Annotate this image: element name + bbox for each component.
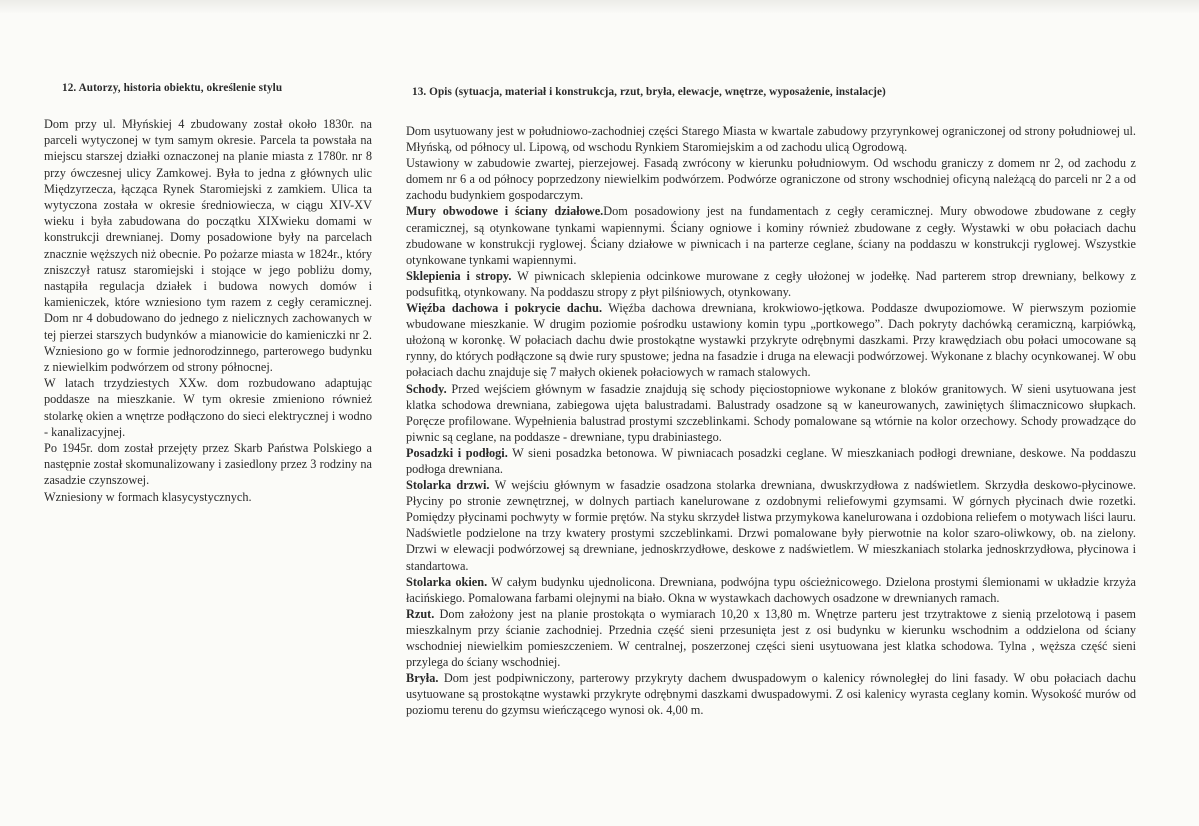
description-item-title: Stolarka drzwi. xyxy=(406,478,490,493)
description-item-text: W piwnicach sklepienia odcinkowe murowane z cegły ułożonej w jodełkę. Nad parterem strop drewniany, belkowy z podsufitką, otynkowany. Na poddaszu stropy z płyt pilśniowych, otynkowany. xyxy=(406,268,1136,299)
history-paragraph: Dom przy ul. Młyńskiej 4 zbudowany został około 1830r. na parceli wytyczonej w tym samym okresie. Parcela ta powstała na miejscu starszej działki oznaczonej na planie miasta z 1780r. nr 8 przy ówczesnej ulicy Zamkowej. Była to jedna z głównych ulic Międzyrzecza, łącząca Rynek Staromiejski z zamkiem. Ulica ta wytyczona została w okresie średniowiecza, w ciągu XIV-XV wieku i była zabudowana do początku XIXwieku domami w konstrukcji drewnianej. Domy posadowione były na parcelach znacznie węższych niż obecnie. Po pożarze miasta w 1824r., który zniszczył ratusz staromiejski i stojące w jego pobliżu domy, nastąpiła regulacja działek i budowa nowych domów i kamieniczek, które wzniesiono tym razem z cegły ceramicznej. Dom nr 4 dobudowano do jednego z nielicznych zachowanych w tej pierzei starszych budynków a mianowicie do kamieniczki nr 2. Wzniesiono go w formie jednorodzinnego, parterowego budynku z niewielkim podwórzem od strony północnej. xyxy=(44,117,372,375)
description-item-title: Stolarka okien. xyxy=(406,574,488,589)
section-13-heading: 13. Opis (sytuacja, materiał i konstrukcja, rzut, bryła, elewacje, wnętrze, wyposażenie, instalacje) xyxy=(412,86,886,98)
description-item-text: W całym budynku ujednolicona. Drewniana, podwójna typu ościeżnicowego. Dzielona prostymi ślemionami w układzie krzyża łacińskiego. Pomalowana farbami olejnymi na biało. Okna w wystawkach dachowych osadzone w drewnianych ramach. xyxy=(406,574,1136,605)
description-item xyxy=(406,445,1136,477)
description-item-title: Więźba dachowa i pokrycie dachu. xyxy=(406,301,603,316)
description-item xyxy=(406,606,1136,670)
description-item-text: Dom założony jest na planie prostokąta o wymiarach 10,20 x 13,80 m. Wnętrze parteru jest trzytraktowe z sienią przelotową i pasem mieszkalnym przy ścianie zachodniej. Przednia część sieni przesunięta jest z osi budynku w kierunku wschodnim a oddzielona od ściany wschodniej niewielkim pomieszczeniem. W centralnej, poszerzonej części sieni usytuowana jest klatka schodowa. Tylna , węższa część sieni przylega do ściany wschodniej. xyxy=(406,606,1136,670)
description-item-text: Dom jest podpiwniczony, parterowy przykryty dachem dwuspadowym o kalenicy równoległej do lini fasady. W obu połaciach dachu usytuowane są prostokątne wystawki przykryte odrębnymi daszkami dwuspadowymi. Z osi kalenicy wyrasta ceglany komin. Wysokość murów od poziomu terenu do gzymsu wieńczącego wynosi ok. 4,00 m. xyxy=(406,671,1136,718)
description-item-title: Schody. xyxy=(406,381,447,396)
description-item-title: Rzut. xyxy=(406,606,435,621)
description-item xyxy=(406,381,1136,445)
description-item xyxy=(406,203,1136,267)
description-item-text: Przed wejściem głównym w fasadzie znajdują się schody pięciostopniowe wykonane z bloków granitowych. W sieni usytuowana jest klatka schodowa drewniana, zabiegowa ujęta balustradami. Balustrady osadzone są w kaneurowanych, zawiniętych ślimacznicowo słupkach. Poręcze profilowane. Wypełnienia balustrad prostymi szczeblinkami. Schody pomalowane są wtórnie na kolor orzechowy. Schody prowadzące do piwnic są ceglane, na poddasze - drewniane, typu drabiniastego. xyxy=(406,381,1136,444)
description-item-text: W sieni posadzka betonowa. W piwniacach posadzki ceglane. W mieszkaniach podłogi drewniane, deskowe. Na poddaszu podłoga drewniana. xyxy=(406,445,1136,476)
description-item-text: Więźba dachowa drewniana, krokwiowo-jętkowa. Poddasze dwupoziomowe. W pierwszym poziomie wbudowane mieszkanie. W drugim poziomie pośrodku ustawiony komin typu „portkowego”. Dach pokryty dachówką ceramiczną, karpiówką, ułożoną w koronkę. W połaciach dachu dwie prostokątne wystawki przykryte odrębnymi daszkami. Przy krawędziach obu połaci umocowane są rynny, do których podłączone są dwie rury spustowe; jedna na fasadzie i druga na elewacji podwórzowej. Wykonane z blachy ocynkowanej. W obu połaciach dachu znajduje się 7 małych okienek połaciowych w ramach stalowych. xyxy=(406,301,1136,380)
description-item-text: Dom posadowiony jest na fundamentach z cegły ceramicznej. Mury obwodowe zbudowane z cegły ceramicznej, są otynkowane tynkami wapiennymi. Ściany ogniowe i kominy również zbudowane z cegły. Wystawki w obu połaciach dachu zbudowane w konstrukcji ryglowej. Ściany działowe w piwnicach i na parterze ceglane, ściany na poddaszu w konstrukcji ryglowej. Wszystkie otynkowane tynkami wapiennymi. xyxy=(406,204,1136,267)
description-item-title: Bryła. xyxy=(406,671,439,686)
section-13-body xyxy=(406,123,1136,718)
description-item-text: W wejściu głównym w fasadzie osadzona stolarka drewniana, dwuskrzydłowa z nadświetlem. Skrzydła deskowo-płycinowe. Płyciny po stronie zewnętrznej, w dolnych partiach kanelurowane z ozdobnymi reliefowymi gzymsami. W górnych płycinach dwie rozetki. Pomiędzy płycinami pochwyty w formie prętów. Na styku skrzydeł listwa przymykowa kanelurowana i ozdobiona reliefem o motywach liści lauru. Nadświetle podzielone na trzy kwatery prostymi szczeblinkami. Drzwi pomalowane były pierwotnie na kolor szaro-oliwkowy, ob. na zielony. Drzwi w elewacji podwórzowej są drewniane, jednoskrzydłowe, deskowe z nadświetlem. W mieszkaniach stolarka jednoskrzydłowa, płycinowa i standartowa. xyxy=(406,478,1136,573)
description-item xyxy=(406,268,1136,300)
section-12-body xyxy=(44,116,372,505)
section-13-column xyxy=(406,86,1136,718)
description-item-title: Mury obwodowe i ściany działowe. xyxy=(406,204,604,219)
description-item xyxy=(406,574,1136,606)
description-item xyxy=(406,670,1136,718)
section-12-column xyxy=(44,82,372,505)
description-item-title: Sklepienia i stropy. xyxy=(406,268,512,283)
history-paragraph: W latach trzydziestych XXw. dom rozbudowano adaptując poddasze na mieszkanie. W tym okresie zmieniono również stolarkę okien a wnętrze podłączono do sieci elektrycznej i wodno - kanalizacyjnej. xyxy=(44,376,372,439)
scan-edge-shadow xyxy=(0,0,1199,14)
history-paragraph: Po 1945r. dom został przejęty przez Skarb Państwa Polskiego a następnie został skomunalizowany i zasiedlony przez 3 rodziny na zasadzie czynszowej. xyxy=(44,441,372,488)
section-12-heading: 12. Autorzy, historia obiektu, określenie stylu xyxy=(62,82,283,94)
description-item-title: Posadzki i podłogi. xyxy=(406,445,508,460)
location-paragraph: Ustawiony w zabudowie zwartej, pierzejowej. Fasadą zwrócony w kierunku południowym. Od wschodu graniczy z domem nr 2, od zachodu z domem nr 6 a od północy poprzedzony niewielkim podwórzem. Podwórze ograniczone od strony wschodniej oficyną należącą do parceli nr 2 a od zachodu budynkiem gospodarczym. xyxy=(406,156,1136,203)
description-item xyxy=(406,300,1136,380)
style-paragraph: Wzniesiony w formach klasycystycznych. xyxy=(44,489,252,504)
description-item xyxy=(406,477,1136,574)
location-paragraph: Dom usytuowany jest w południowo-zachodniej części Starego Miasta w kwartale zabudowy przyrynkowej ograniczonej od strony południowej ul. Młyńską, od północy ul. Lipową, od wschodu Rynkiem Staromiejskim a od zachodu ulicą Ogrodową. xyxy=(406,124,1136,155)
